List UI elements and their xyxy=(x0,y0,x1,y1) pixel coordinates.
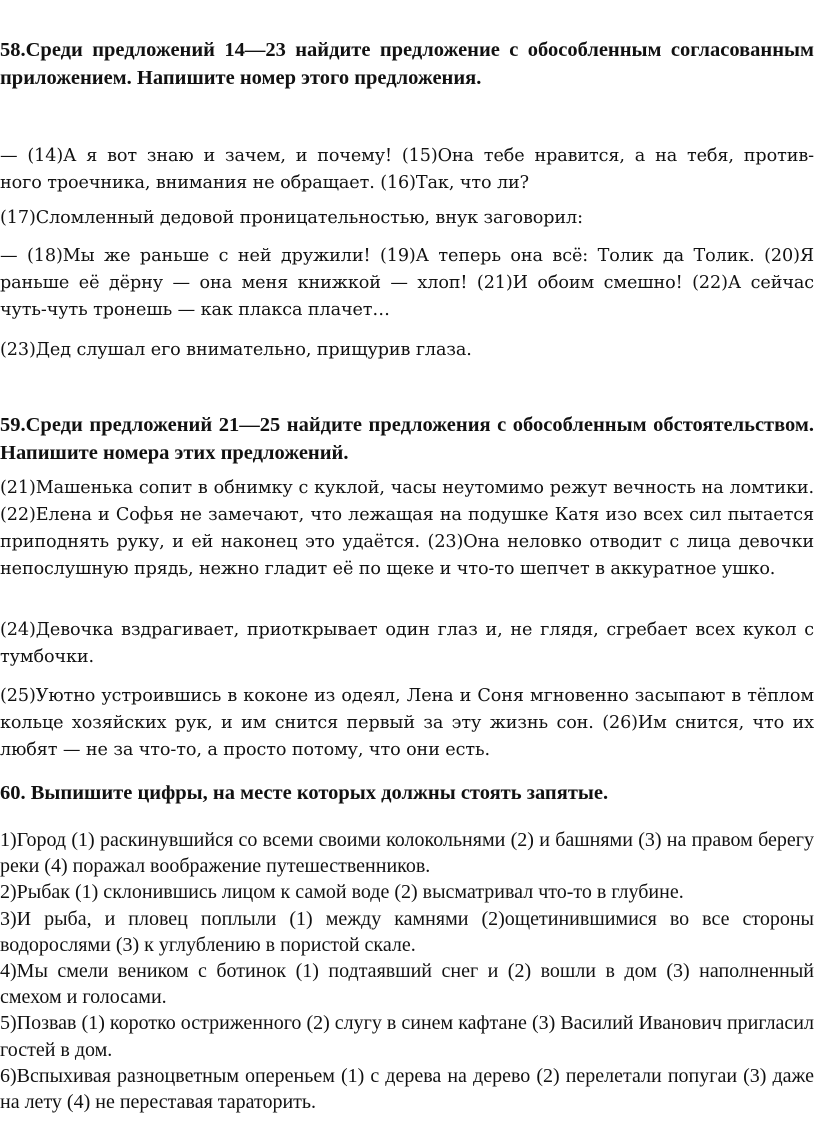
q60-exercise-list xyxy=(0,827,814,1115)
question-60-title: 60. Выпишите цифры, на месте которых должны стоять запятые. xyxy=(0,782,609,804)
q58-paragraph-1-line-2: ного троечника, внимания не обращает. (16)Так, что ли? xyxy=(0,173,530,193)
q58-paragraph-2: (17)Сломленный дедовой проницательностью, внук заговорил: xyxy=(0,208,583,228)
q59-paragraph-1: (21)Машенька сопит в обнимку с куклой, часы неутомимо режут вечность на ломтики. (22)Елена и Софья не замечают, что лежащая на подушке Катя изо всех сил пытается приподнять руку, и ей наконец это удаётся. (23)Она неловко отводит с лица девочки непослушную прядь, нежно гладит её по щеке и что-то шепчет в аккуратное ушко. xyxy=(0,478,814,579)
q58-paragraph-1-line-1: — (14)А я вот знаю и зачем, и почему! (15)Она тебе нравится, а на тебя, против- xyxy=(0,146,814,166)
q59-paragraph-3: (25)Уютно устроившись в коконе из одеял, Лена и Соня мгновенно засыпают в тёплом кольце хозяйских рук, и им снится первый за эту жизнь сон. (26)Им снится, что их любят — не за что-то, а просто потому, что они есть. xyxy=(0,686,814,760)
exercise-item: 5)Позвав (1) коротко остриженного (2) слугу в синем кафтане (3) Василий Иванович пригласил гостей в дом. xyxy=(0,1012,814,1061)
exercise-item: 6)Вспыхивая разноцветным опереньем (1) с дерева на дерево (2) перелетали попугаи (3) даже на лету (4) не переставая тараторить. xyxy=(0,1064,814,1114)
question-58-title: 58.Среди предложений 14—23 найдите предложение с обособленным согласованным приложением. Напишите номер этого предложения. xyxy=(0,39,814,89)
question-59-title: 59.Среди предложений 21—25 найдите предложения с обособленным обстоятельством. Напишите номера этих предложений. xyxy=(0,414,814,464)
exercise-item: 4)Мы смели веником с ботинок (1) подтаявший снег и (2) вошли в дом (3) наполненный смехом и голосами. xyxy=(0,960,814,1009)
exercise-item: 3)И рыба, и пловец поплыли (1) между камнями (2)ощетинившимися во все стороны водорослями (3) к углублению в пористой скале. xyxy=(0,907,814,956)
exercise-item: 2)Рыбак (1) склонившись лицом к самой воде (2) высматривал что-то в глубине. xyxy=(0,881,684,904)
exercise-item: 1)Город (1) раскинувшийся со всеми своими колокольнями (2) и башнями (3) на правом берегу реки (4) поражал воображение путешественников. xyxy=(0,829,814,878)
q59-paragraph-2: (24)Девочка вздрагивает, приоткрывает один глаз и, не глядя, сгребает всех кукол с тумбочки. xyxy=(0,620,814,667)
q58-paragraph-4: (23)Дед слушал его внимательно, прищурив глаза. xyxy=(0,340,472,360)
q58-paragraph-3-line-2: раньше её дёрну — она меня книжкой — хлоп! (21)И обоим смешно! (22)А сейчас xyxy=(0,273,814,293)
q58-paragraph-3-line-1: — (18)Мы же раньше с ней дружили! (19)А теперь она всё: Толик да Толик. (20)Я xyxy=(0,246,814,266)
q58-paragraph-3-line-3: чуть-чуть тронешь — как плакса плачет… xyxy=(0,300,390,320)
